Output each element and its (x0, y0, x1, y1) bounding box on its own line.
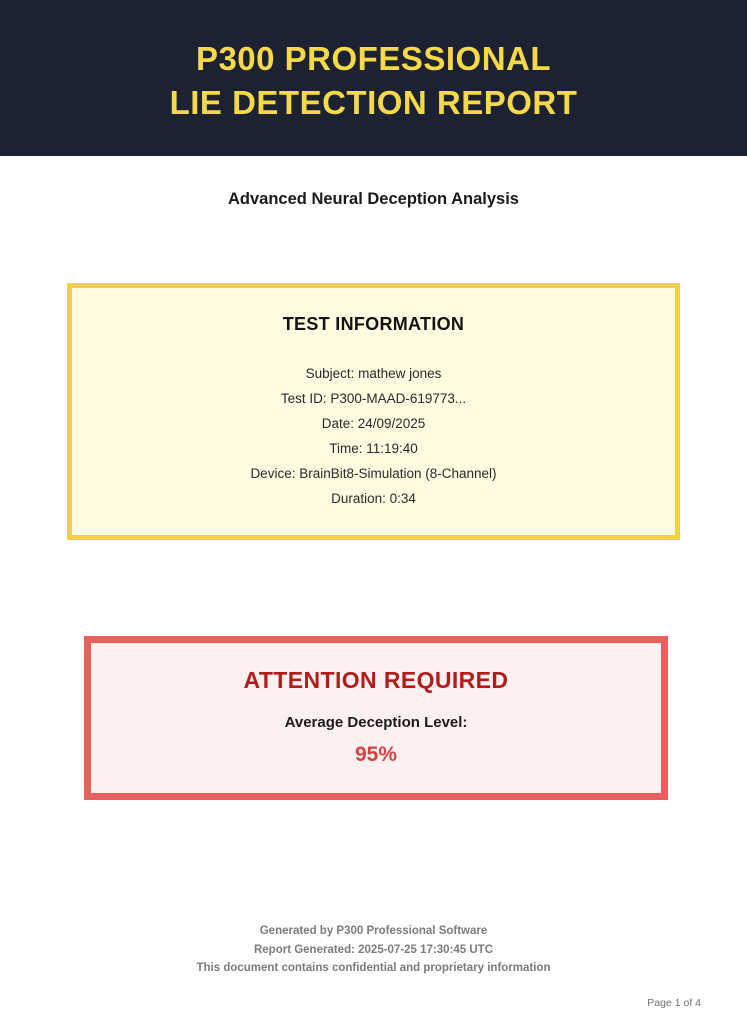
report-title-line-2: LIE DETECTION REPORT (169, 84, 578, 121)
test-info-duration: Duration: 0:34 (331, 491, 416, 506)
report-footer (0, 922, 747, 978)
deception-alert-panel (84, 636, 668, 800)
alert-title: ATTENTION REQUIRED (243, 667, 509, 693)
test-info-device: Device: BrainBit8-Simulation (8-Channel) (250, 466, 497, 481)
average-deception-value: 95% (354, 743, 398, 766)
test-info-date: Date: 24/09/2025 (321, 416, 426, 431)
footer-report-generated: Report Generated: 2025-07-25 17:30:45 UTC (253, 943, 494, 956)
report-header-banner (0, 0, 747, 156)
footer-confidentiality-notice: This document contains confidential and proprietary information (196, 962, 551, 974)
page-number: Page 1 of 4 (647, 997, 701, 1009)
test-info-test-id: Test ID: P300-MAAD-619773... (280, 391, 467, 406)
test-info-subject: Subject: mathew jones (305, 366, 442, 381)
test-info-time: Time: 11:19:40 (329, 441, 418, 456)
report-title-line-1: P300 PROFESSIONAL (195, 40, 552, 77)
average-deception-label: Average Deception Level: (284, 714, 468, 731)
test-information-title: TEST INFORMATION (282, 314, 465, 334)
test-information-panel (67, 283, 680, 540)
report-subtitle: Advanced Neural Deception Analysis (228, 190, 519, 208)
footer-generated-by: Generated by P300 Professional Software (259, 925, 488, 937)
